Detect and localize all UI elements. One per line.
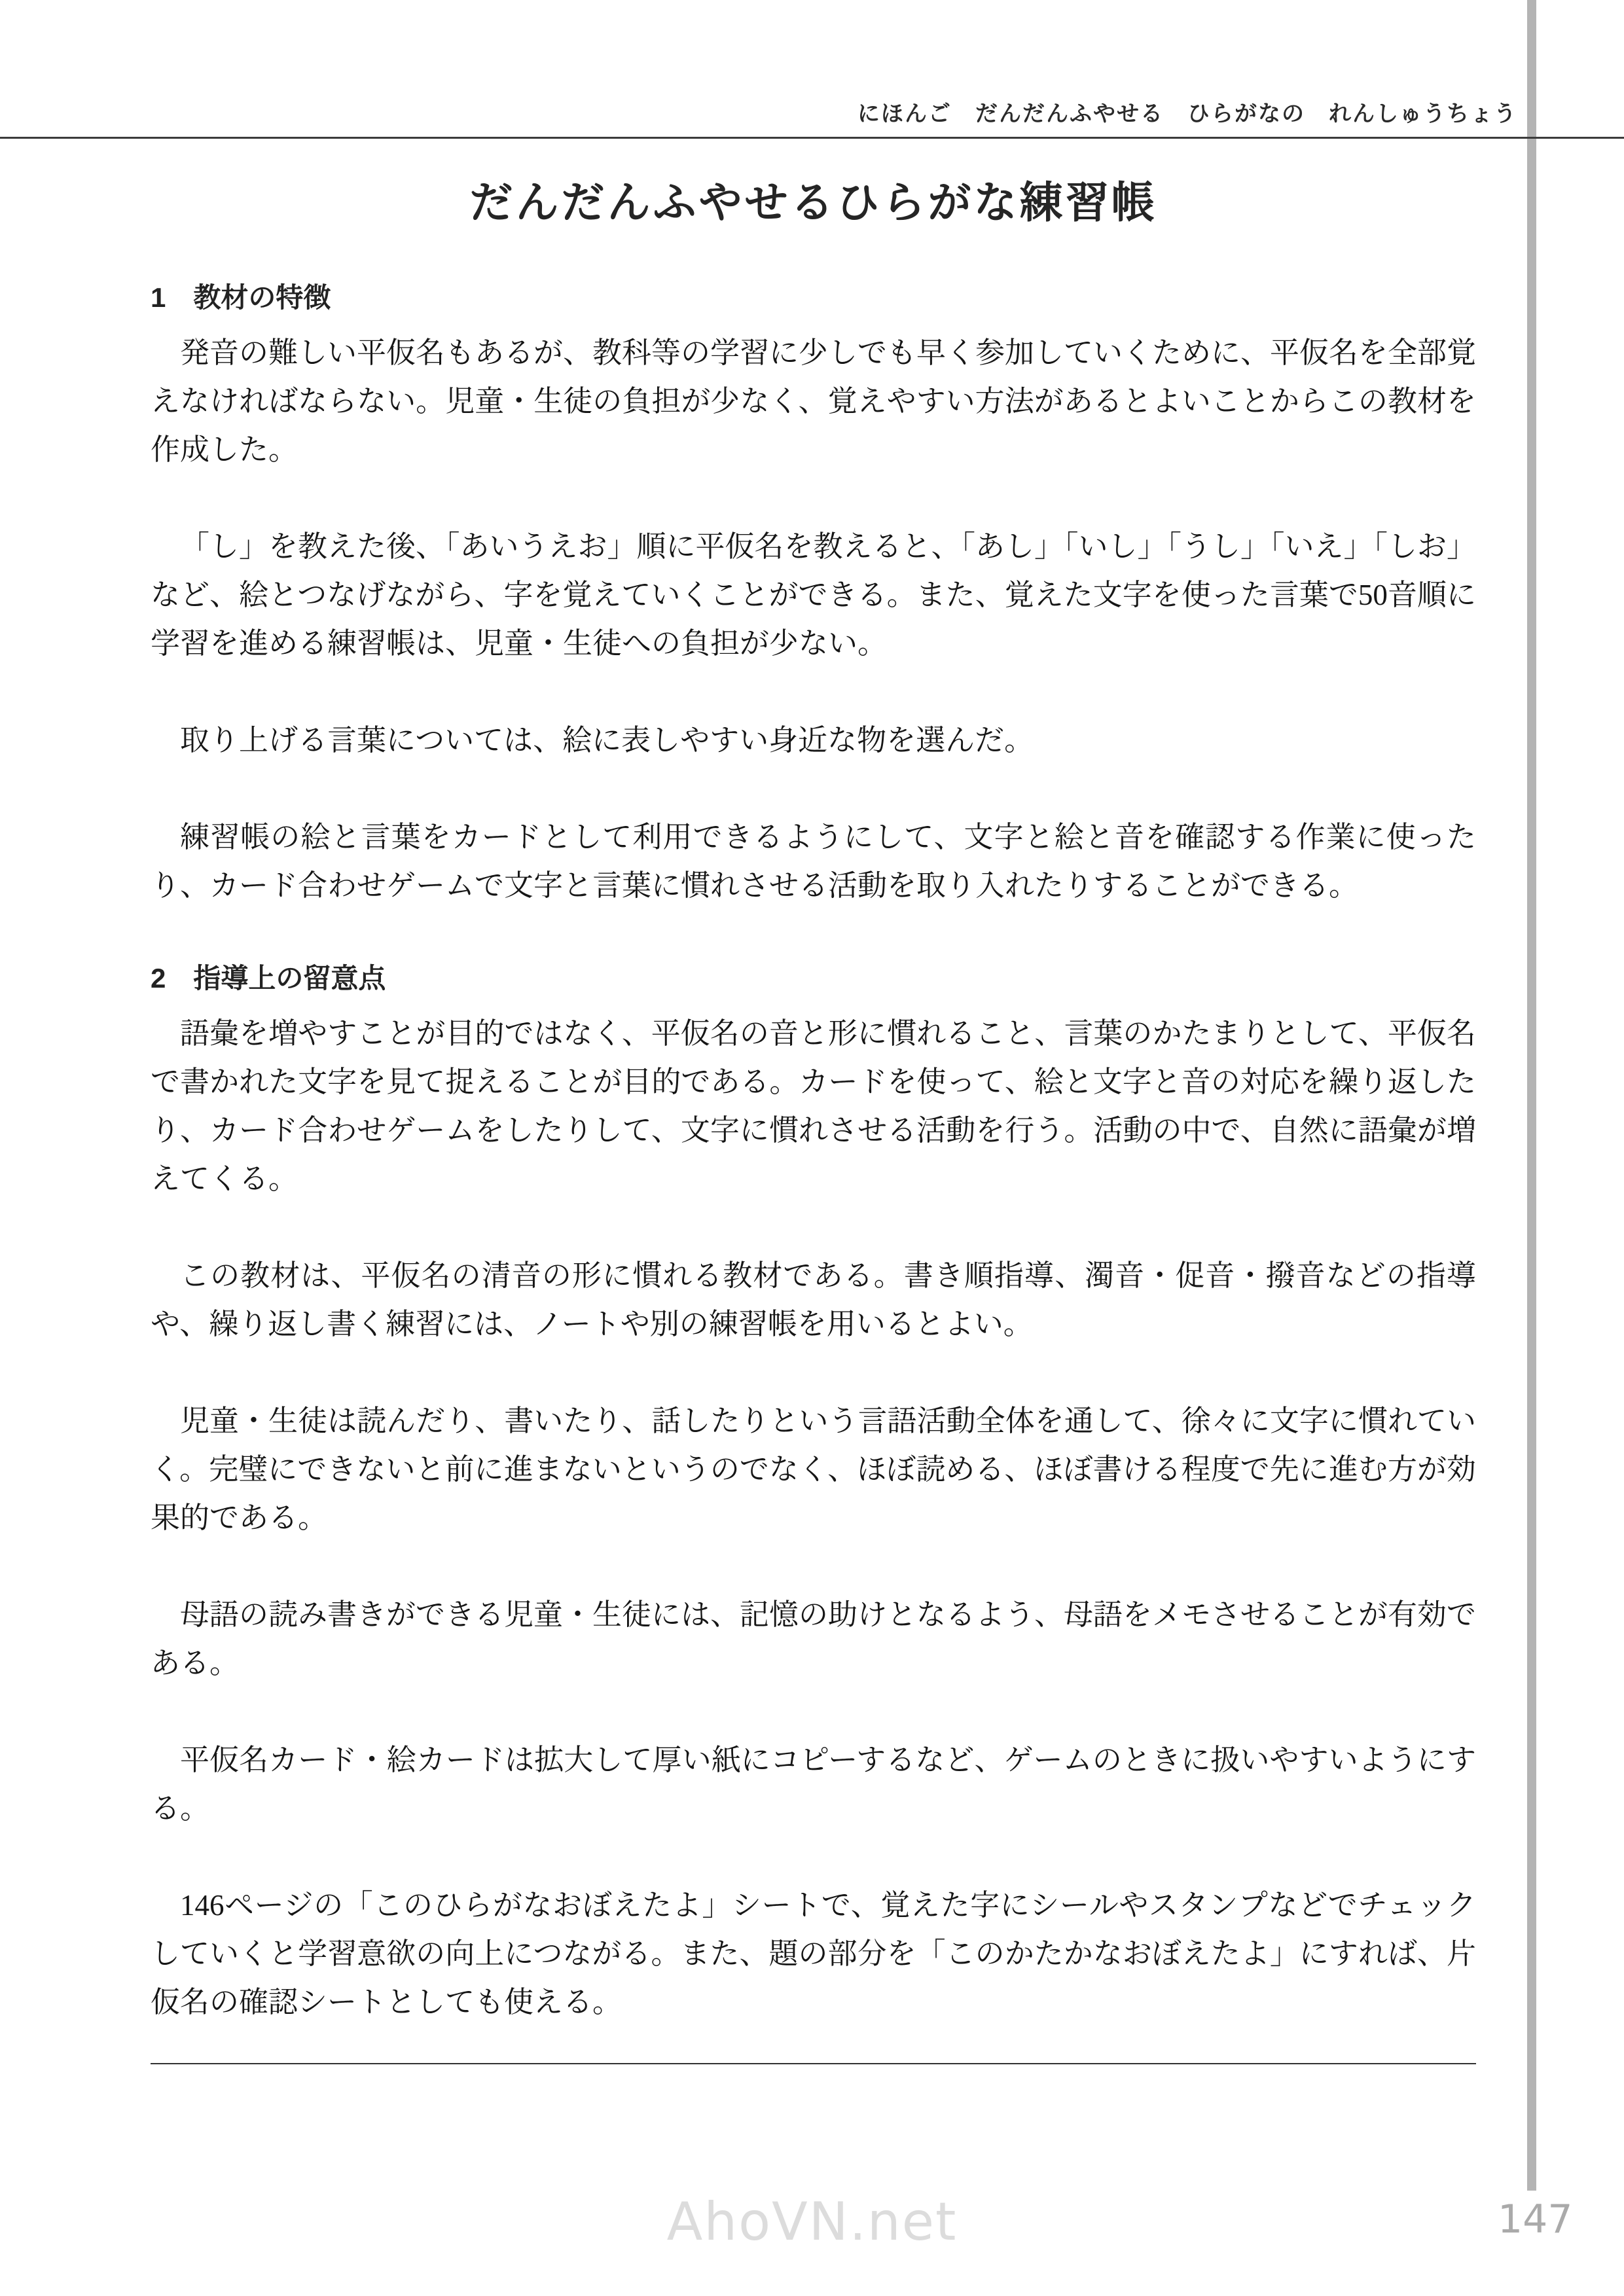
page-number: 147 [1498, 2197, 1573, 2242]
footer-divider [151, 2063, 1476, 2064]
paragraph: 146ページの「このひらがなおぼえたよ」シートで、覚えた字にシールやスタンプなどでチェックしていくと学習意欲の向上につながる。また、題の部分を「このかたかなおぼえたよ」にすれば、片仮名の確認シートとしても使える。 [151, 1889, 1476, 2018]
section-label: 教材の特徴 [193, 282, 331, 313]
paragraph: 取り上げる言葉については、絵に表しやすい身近な物を選んだ。 [180, 724, 1034, 757]
paragraph: 児童・生徒は読んだり、書いたり、話したりという言語活動全体を通して、徐々に文字に慣れていく。完璧にできないと前に進まないというのでなく、ほぼ読める、ほぼ書ける程度で先に進む方が効果的である。 [151, 1405, 1476, 1534]
section-label: 指導上の留意点 [193, 963, 386, 994]
paragraph: 「し」を教えた後、「あいうえお」順に平仮名を教えると、「あし」「いし」「うし」「いえ」「しお」など、絵とつなげながら、字を覚えていくことができる。また、覚えた文字を使った言葉で50音順に学習を進める練習帳は、児童・生徒への負担が少ない。 [151, 530, 1477, 660]
text-column [151, 175, 1476, 2064]
section-number: 2 [151, 963, 166, 994]
paragraph: 母語の読み書きができる児童・生徒には、記憶の助けとなるよう、母語をメモさせることが有効である。 [151, 1598, 1477, 1679]
running-head: にほんご だんだんふやせる ひらがなの れんしゅうちょう [857, 101, 1517, 126]
section-heading-2 [151, 961, 1476, 996]
header-divider [0, 137, 1624, 139]
paragraph: 平仮名カード・絵カードは拡大して厚い紙にコピーするなど、ゲームのときに扱いやすいようにする。 [151, 1744, 1476, 1825]
paragraph: 練習帳の絵と言葉をカードとして利用できるようにして、文字と絵と音を確認する作業に使ったり、カード合わせゲームで文字と言葉に慣れさせる活動を取り入れたりすることができる。 [151, 821, 1476, 902]
paragraph: この教材は、平仮名の清音の形に慣れる教材である。書き順指導、濁音・促音・撥音などの指導や、繰り返し書く練習には、ノートや別の練習帳を用いるとよい。 [151, 1259, 1476, 1340]
page-edge-bar [1527, 0, 1536, 2191]
paragraph: 発音の難しい平仮名もあるが、教科等の学習に少しでも早く参加していくために、平仮名を全部覚えなければならない。児童・生徒の負担が少なく、覚えやすい方法があるとよいことからこの教材を作成した。 [151, 336, 1477, 466]
paragraph: 語彙を増やすことが目的ではなく、平仮名の音と形に慣れること、言葉のかたまりとして、平仮名で書かれた文字を見て捉えることが目的である。カードを使って、絵と文字と音の対応を繰り返したり、カード合わせゲームをしたりして、文字に慣れさせる活動を行う。活動の中で、自然に語彙が増えてくる。 [151, 1017, 1476, 1195]
section-heading-1 [151, 280, 1476, 315]
page-title: だんだんふやせるひらがな練習帳 [469, 178, 1157, 226]
section-number: 1 [151, 282, 166, 313]
watermark: AhoVN.net [666, 2191, 958, 2252]
